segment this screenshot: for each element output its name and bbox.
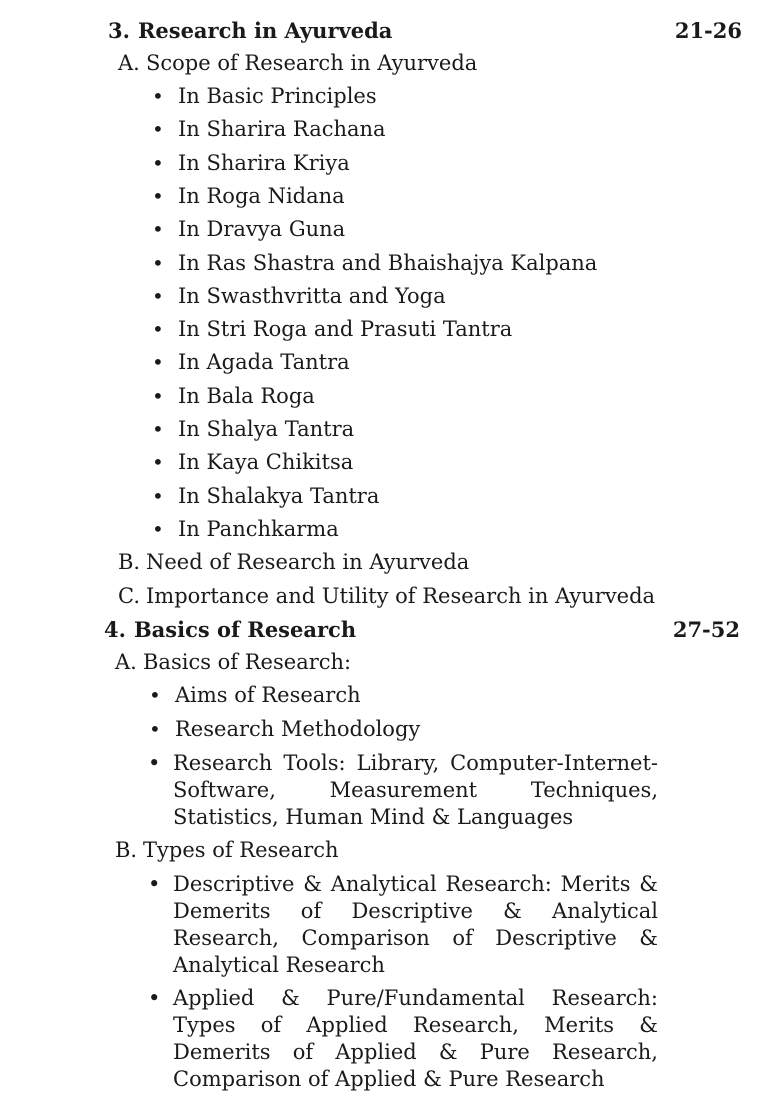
chapter-title: Basics of Research	[133, 617, 357, 642]
bullet-text: In Roga Nidana	[178, 184, 345, 208]
bullet-text: In Kaya Chikitsa	[178, 450, 354, 474]
bullet-icon: •	[152, 184, 164, 208]
chapter-4-heading	[104, 617, 740, 642]
bullet-icon: •	[152, 284, 164, 308]
bullet-item	[152, 251, 597, 275]
bullet-text: In Shalya Tantra	[178, 417, 355, 441]
section-letter: A.	[118, 51, 140, 75]
section-title: Scope of Research in Ayurveda	[146, 51, 478, 75]
section-letter: C.	[118, 584, 140, 608]
bullet-text: In Panchkarma	[178, 517, 339, 541]
section-3b	[118, 550, 469, 574]
bullet-item	[152, 284, 446, 308]
bullet-item	[152, 317, 512, 341]
section-letter: B.	[115, 838, 138, 862]
bullet-text: Research Methodology	[175, 717, 421, 741]
section-3a	[118, 51, 477, 75]
chapter-title: Research in Ayurveda	[137, 18, 393, 43]
chapter-number: 4.	[104, 617, 126, 642]
bullet-item	[152, 450, 353, 474]
bullet-icon: •	[148, 986, 161, 1010]
chapter-number: 3.	[108, 18, 130, 43]
bullet-text: In Sharira Kriya	[178, 151, 350, 175]
bullet-text: In Sharira Rachana	[178, 117, 386, 141]
bullet-text: In Swasthvritta and Yoga	[178, 284, 446, 308]
bullet-item	[152, 384, 315, 408]
bullet-icon: •	[152, 484, 164, 508]
section-4b	[115, 838, 339, 862]
bullet-text: In Ras Shastra and Bhaishajya Kalpana	[178, 251, 598, 275]
bullet-icon: •	[152, 350, 164, 374]
bullet-text: Applied & Pure/Fundamental Research: Types of Applied Research, Merits & Demerits of Applied & Pure Research, Comparison of Applied & Pure Research	[173, 986, 658, 1091]
bullet-item	[152, 117, 386, 141]
section-title: Importance and Utility of Research in Ayurveda	[146, 584, 656, 608]
bullet-text: In Stri Roga and Prasuti Tantra	[178, 317, 513, 341]
bullet-item	[149, 683, 361, 707]
section-letter: B.	[118, 550, 141, 574]
bullet-icon: •	[149, 717, 161, 741]
bullet-icon: •	[152, 517, 164, 541]
bullet-text: Aims of Research	[175, 683, 361, 707]
bullet-text: Research Tools: Library, Computer-Internet-Software, Measurement Techniques, Statistics, Human Mind & Languages	[173, 751, 658, 829]
bullet-item	[148, 871, 658, 979]
bullet-item	[148, 985, 658, 1093]
bullet-icon: •	[152, 384, 164, 408]
section-3c	[118, 584, 655, 608]
bullet-icon: •	[152, 151, 164, 175]
bullet-icon: •	[152, 217, 164, 241]
section-title: Types of Research	[143, 838, 339, 862]
chapter-page-range: 21-26	[674, 18, 742, 43]
bullet-item	[152, 517, 339, 541]
bullet-icon: •	[152, 251, 164, 275]
bullet-item	[152, 350, 350, 374]
chapter-page-range: 27-52	[672, 617, 740, 642]
bullet-icon: •	[152, 317, 164, 341]
bullet-item	[152, 184, 345, 208]
bullet-icon: •	[152, 117, 164, 141]
section-letter: A.	[115, 650, 137, 674]
bullet-item	[152, 151, 350, 175]
section-title: Basics of Research:	[143, 650, 352, 674]
bullet-text: In Agada Tantra	[178, 350, 350, 374]
bullet-icon: •	[152, 450, 164, 474]
bullet-text: In Bala Roga	[178, 384, 315, 408]
bullet-text: In Shalakya Tantra	[178, 484, 380, 508]
bullet-text: In Dravya Guna	[178, 217, 346, 241]
bullet-item	[152, 484, 379, 508]
bullet-icon: •	[152, 84, 164, 108]
bullet-item	[148, 750, 658, 831]
bullet-text: In Basic Principles	[178, 84, 377, 108]
section-title: Need of Research in Ayurveda	[146, 550, 470, 574]
bullet-item	[152, 417, 354, 441]
bullet-item	[152, 84, 377, 108]
bullet-icon: •	[152, 417, 164, 441]
bullet-item	[149, 717, 420, 741]
section-4a	[115, 650, 351, 674]
bullet-icon: •	[148, 872, 161, 896]
bullet-text: Descriptive & Analytical Research: Merits & Demerits of Descriptive & Analytical Research, Comparison of Descriptive & Analytical Research	[173, 872, 658, 977]
bullet-item	[152, 217, 345, 241]
chapter-3-heading	[108, 18, 742, 43]
bullet-icon: •	[148, 751, 161, 775]
bullet-icon: •	[149, 683, 161, 707]
